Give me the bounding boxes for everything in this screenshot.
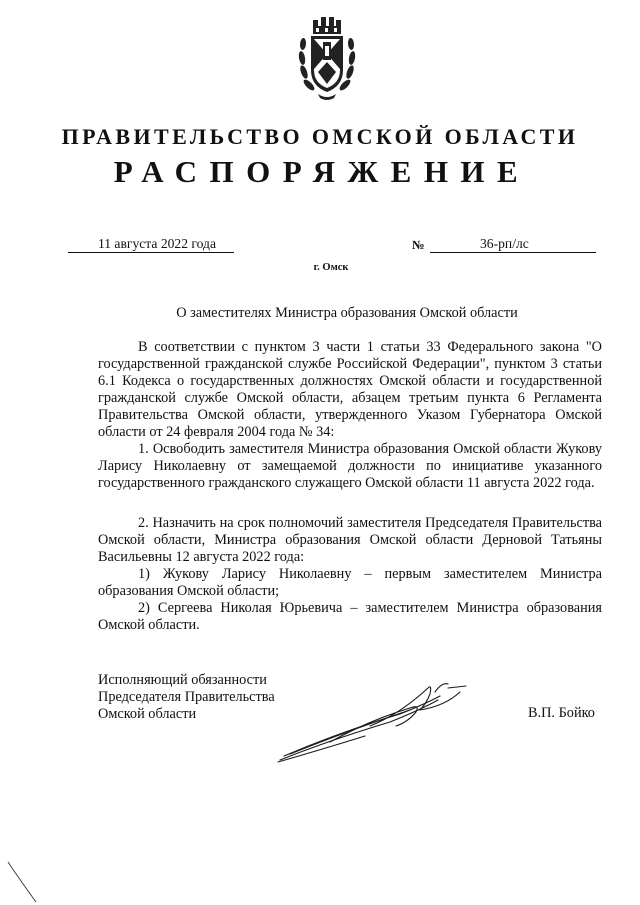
document-place: г. Омск <box>313 262 349 273</box>
coat-of-arms-icon <box>296 14 358 102</box>
body-paragraph-intro: В соответствии с пунктом 3 части 1 статьи 33 Федерального закона "О государственной гражданской службе Российской Федерации", пунктом 3 статьи 6.1 Кодекса о государственных должностях Омской области и государственной гражданской службе Омской области, абзацем третьим пункта 6 Регламента Правительства Омской области, утвержденного Указом Губернатора Омской области от 24 февраля 2004 года № 34: <box>98 339 602 440</box>
document-subject: О заместителях Министра образования Омской области <box>176 305 518 321</box>
signer-title-line-3: Омской области <box>98 706 197 722</box>
document-number: 36-рп/лс <box>430 236 596 253</box>
handwritten-signature-icon <box>270 670 490 770</box>
document-type-title: РАСПОРЯЖЕНИЕ <box>113 154 531 189</box>
body-paragraph-item-2: 2. Назначить на срок полномочий заместителя Председателя Правительства Омской области, Министра образования Омской области Дерновой Татьяны Васильевны 12 августа 2022 года: <box>98 515 602 565</box>
organization-title: ПРАВИТЕЛЬСТВО ОМСКОЙ ОБЛАСТИ <box>61 124 579 149</box>
signer-name: В.П. Бойко <box>528 705 595 721</box>
number-sign-label: № <box>412 238 425 252</box>
signer-title-block <box>98 672 275 723</box>
page-corner-mark <box>0 860 60 905</box>
body-paragraph-item-2-1: 1) Жукову Ларису Николаевну – первым заместителем Министра образования Омской области; <box>98 566 602 599</box>
document-date: 11 августа 2022 года <box>68 236 234 253</box>
body-paragraph-item-2-2: 2) Сергеева Николая Юрьевича – заместителем Министра образования Омской области. <box>98 600 602 633</box>
body-paragraph-item-1: 1. Освободить заместителя Министра образования Омской области Жукову Ларису Николаевну от замещаемой должности по инициативе указанного государственного гражданского служащего Омской области 11 августа 2022 года. <box>98 441 602 491</box>
signer-title-line-2: Председателя Правительства <box>98 689 275 705</box>
signer-title-line-1: Исполняющий обязанности <box>98 672 267 688</box>
